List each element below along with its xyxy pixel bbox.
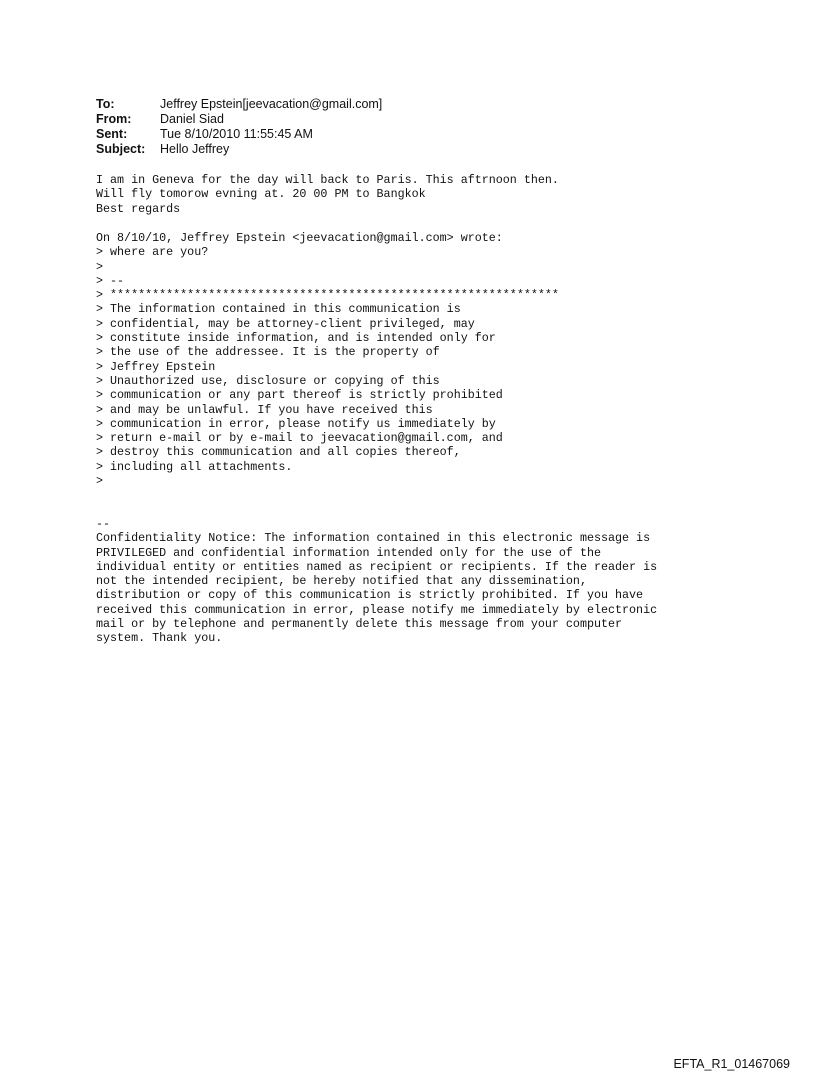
quoted-line: > constitute inside information, and is intended only for bbox=[96, 331, 496, 346]
quoted-line: > bbox=[96, 474, 104, 489]
notice-line: system. Thank you. bbox=[96, 631, 223, 646]
quoted-line: > destroy this communication and all copies thereof, bbox=[96, 445, 461, 460]
header-sent-row bbox=[96, 127, 382, 142]
notice-line: received this communication in error, please notify me immediately by electronic bbox=[96, 602, 658, 617]
from-label: From: bbox=[96, 112, 132, 126]
quoted-line: > bbox=[96, 259, 104, 274]
notice-line: PRIVILEGED and confidential information intended only for the use of the bbox=[96, 545, 601, 560]
quoted-line: > the use of the addressee. It is the property of bbox=[96, 345, 440, 360]
quoted-line: > where are you? bbox=[96, 245, 209, 260]
notice-line: -- bbox=[96, 517, 111, 531]
notice-line: distribution or copy of this communication is strictly prohibited. If you have bbox=[96, 588, 644, 603]
quoted-line: > and may be unlawful. If you have received this bbox=[96, 402, 433, 417]
header-subject-row bbox=[96, 142, 382, 157]
quoted-line: > communication or any part thereof is strictly prohibited bbox=[96, 388, 503, 403]
document-id: EFTA_R1_01467069 bbox=[673, 1057, 790, 1071]
quoted-line: > return e-mail or by e-mail to jeevacation@gmail.com, and bbox=[96, 431, 503, 446]
notice-line: mail or by telephone and permanently delete this message from your computer bbox=[96, 617, 623, 632]
quoted-reply bbox=[96, 231, 559, 488]
notice-line: Confidentiality Notice: The information contained in this electronic message is bbox=[96, 531, 651, 546]
body-line: Best regards bbox=[96, 201, 181, 216]
body-line: I am in Geneva for the day will back to Paris. This aftrnoon then. bbox=[96, 173, 559, 187]
email-header bbox=[96, 97, 382, 157]
quoted-line: > Jeffrey Epstein bbox=[96, 359, 216, 374]
quoted-line: > **************************************************************** bbox=[96, 288, 559, 303]
quoted-line: > Unauthorized use, disclosure or copying of this bbox=[96, 373, 440, 388]
from-value: Daniel Siad bbox=[160, 112, 224, 126]
subject-value: Hello Jeffrey bbox=[160, 142, 230, 156]
message-body bbox=[96, 173, 559, 216]
header-from-row bbox=[96, 112, 382, 127]
quoted-line: > including all attachments. bbox=[96, 459, 293, 474]
sent-value: Tue 8/10/2010 11:55:45 AM bbox=[160, 127, 313, 141]
quoted-line: > -- bbox=[96, 273, 125, 288]
confidentiality-notice bbox=[96, 517, 657, 646]
quoted-line: > communication in error, please notify us immediately by bbox=[96, 416, 496, 431]
header-to-row bbox=[96, 97, 382, 112]
notice-line: individual entity or entities named as recipient or recipients. If the reader is bbox=[96, 559, 658, 574]
subject-label: Subject: bbox=[96, 142, 146, 156]
notice-line: not the intended recipient, be hereby notified that any dissemination, bbox=[96, 574, 587, 589]
to-label: To: bbox=[96, 97, 115, 111]
quoted-line: > confidential, may be attorney-client privileged, may bbox=[96, 316, 475, 331]
sent-label: Sent: bbox=[96, 127, 128, 141]
body-line: Will fly tomorow evning at. 20 00 PM to Bangkok bbox=[96, 187, 426, 202]
quoted-line: On 8/10/10, Jeffrey Epstein <jeevacation@gmail.com> wrote: bbox=[96, 231, 503, 245]
to-value: Jeffrey Epstein[jeevacation@gmail.com] bbox=[160, 97, 383, 111]
quoted-line: > The information contained in this communication is bbox=[96, 302, 461, 317]
